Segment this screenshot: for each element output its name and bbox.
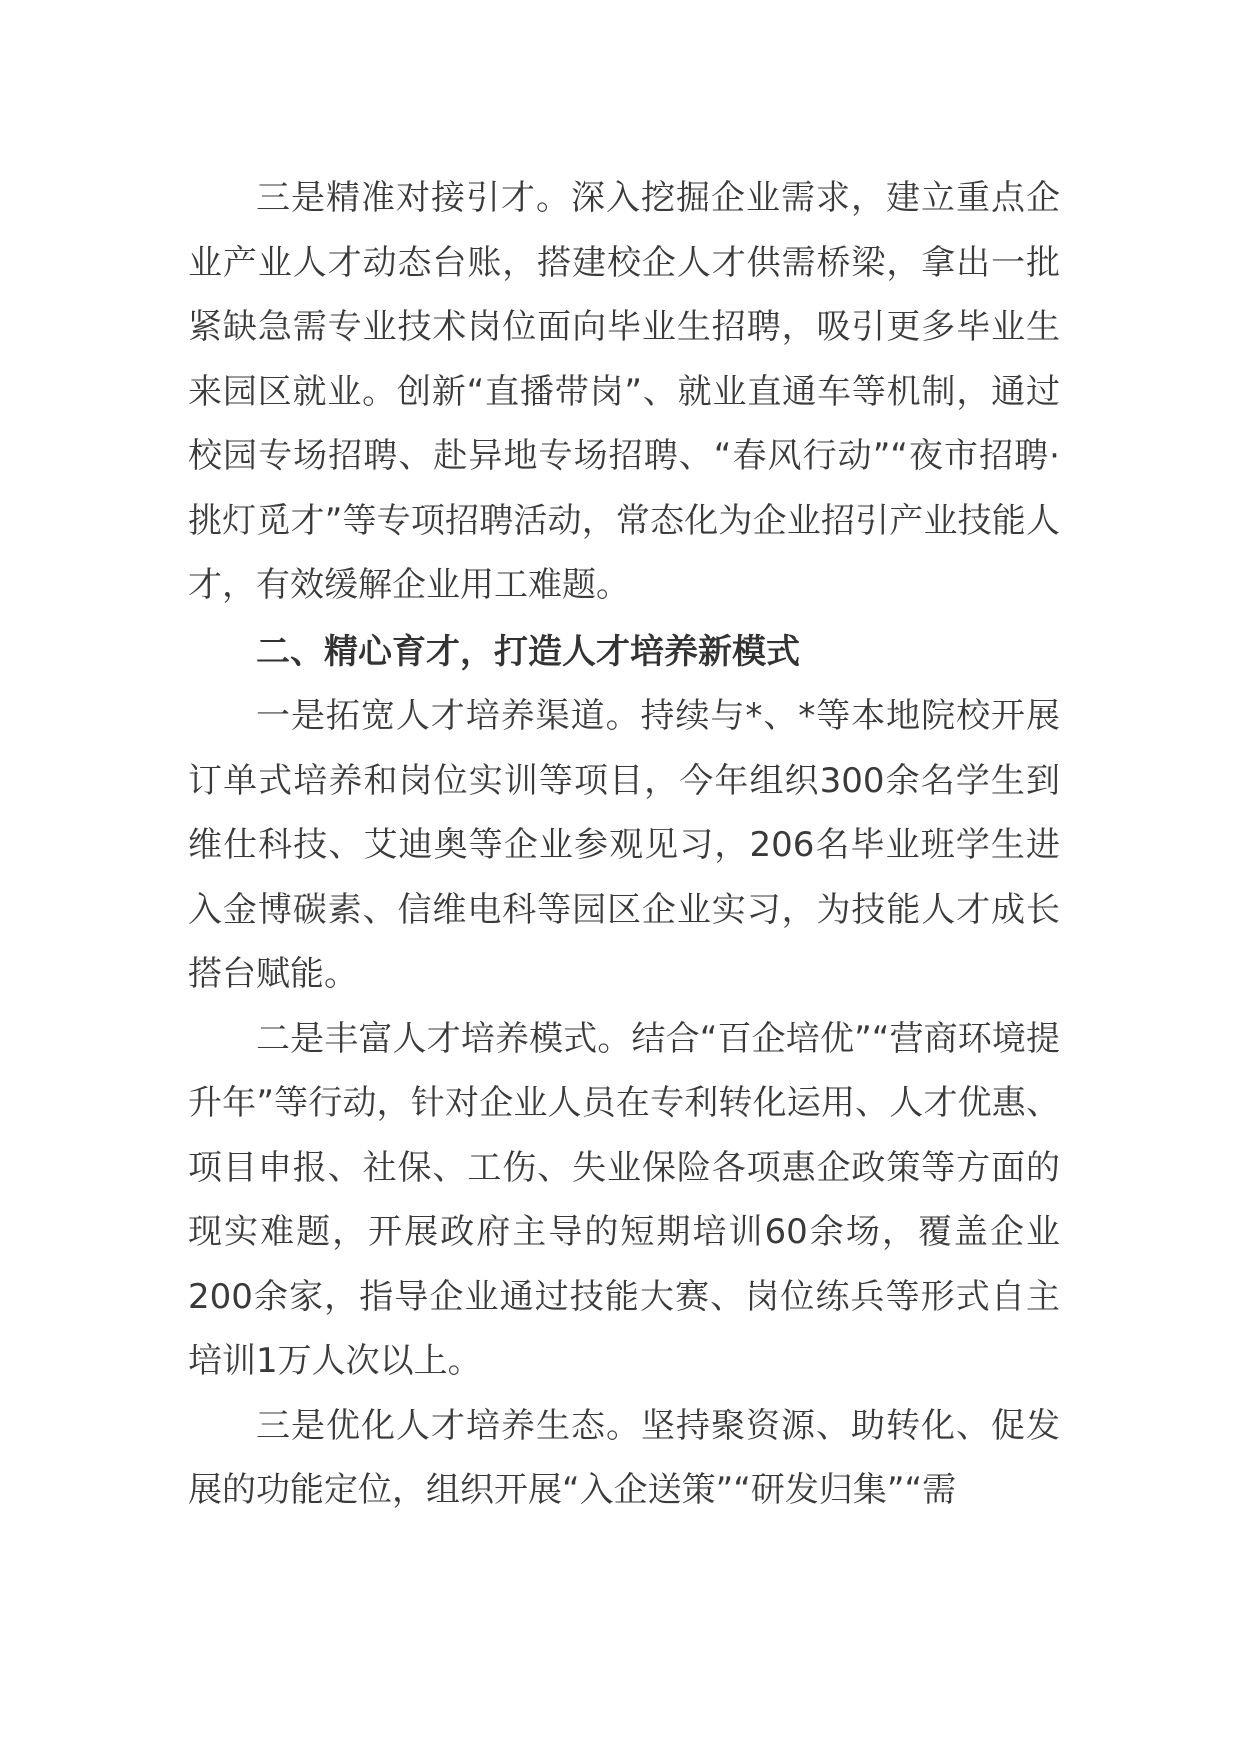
paragraph-recruitment: 三是精准对接引才。深入挖掘企业需求，建立重点企业产业人才动态台账，搭建校企人才供需桥梁，拿出一批紧缺急需专业技术岗位面向毕业生招聘，吸引更多毕业生来园区就业。创新“直播带岗”、就业直通车等机制，通过校园专场招聘、赴异地专场招聘、“春风行动”“夜市招聘·挑灯觅才”等专项招聘活动，常态化为企业招引产业技能人才，有效缓解企业用工难题。	[188, 178, 1060, 605]
paragraph-training-ecology: 三是优化人才培养生态。坚持聚资源、助转化、促发展的功能定位，组织开展“入企送策”“研发归集”“需	[188, 1405, 1060, 1510]
section-heading: 二、精心育才，打造人才培养新模式	[256, 631, 800, 672]
document-page	[188, 166, 1060, 1523]
paragraph-training-models: 二是丰富人才培养模式。结合“百企培优”“营商环境提升年”等行动，针对企业人员在专利转化运用、人才优惠、项目申报、社保、工伤、失业保险各项惠企政策等方面的现实难题，开展政府主导的短期培训60余场，覆盖企业200余家，指导企业通过技能大赛、岗位练兵等形式自主培训1万人次以上。	[188, 1018, 1060, 1381]
paragraph-training-channels: 一是拓宽人才培养渠道。持续与*、*等本地院校开展订单式培养和岗位实训等项目，今年组织300余名学生到维仕科技、艾迪奥等企业参观见习，206名毕业班学生进入金博碳素、信维电科等园区企业实习，为技能人才成长搭台赋能。	[188, 696, 1060, 994]
